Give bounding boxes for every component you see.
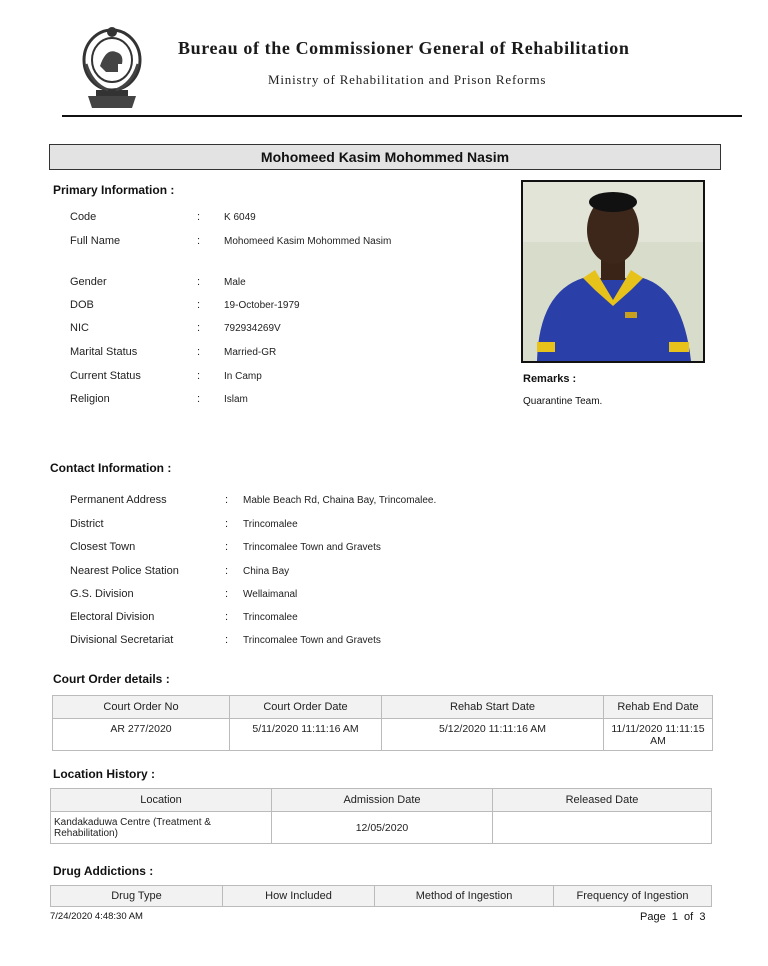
column-header: Court Order No xyxy=(53,696,230,719)
field-label-police-station: Nearest Police Station xyxy=(70,565,179,577)
field-value-police-station: China Bay xyxy=(243,566,290,577)
field-colon: : xyxy=(225,518,229,530)
primary-info-heading: Primary Information : xyxy=(53,183,175,197)
field-colon: : xyxy=(225,611,229,623)
field-value-closest-town: Trincomalee Town and Gravets xyxy=(243,542,381,553)
column-header: Method of Ingestion xyxy=(375,886,554,907)
field-label-permanent-address: Permanent Address xyxy=(70,494,167,506)
field-value-full-name: Mohomeed Kasim Mohommed Nasim xyxy=(224,236,392,247)
field-value-divisional-secretariat: Trincomalee Town and Gravets xyxy=(243,635,381,646)
column-header: Admission Date xyxy=(272,789,493,812)
field-colon: : xyxy=(197,276,201,288)
field-colon: : xyxy=(197,346,201,358)
field-label-religion: Religion xyxy=(70,393,110,405)
column-header: Court Order Date xyxy=(230,696,382,719)
field-label-full-name: Full Name xyxy=(70,235,121,247)
field-colon: : xyxy=(225,541,229,553)
field-colon: : xyxy=(197,370,201,382)
table-cell: AR 277/2020 xyxy=(53,719,230,751)
table-cell: Kandakaduwa Centre (Treatment & Rehabilitation) xyxy=(51,812,272,844)
field-value-gs-division: Wellaimanal xyxy=(243,589,298,600)
table-header-row xyxy=(53,696,713,719)
field-label-marital-status: Marital Status xyxy=(70,346,138,358)
field-label-dob: DOB xyxy=(70,299,94,311)
field-value-current-status: In Camp xyxy=(224,371,262,382)
remarks-value: Quarantine Team. xyxy=(523,396,603,407)
court-order-heading: Court Order details : xyxy=(53,672,170,686)
table-cell xyxy=(493,812,712,844)
field-value-code: K 6049 xyxy=(224,212,256,223)
table-cell: 5/11/2020 11:11:16 AM xyxy=(230,719,382,751)
drug-addictions-table xyxy=(50,885,712,907)
field-colon: : xyxy=(197,299,201,311)
field-label-nic: NIC xyxy=(70,322,89,334)
court-order-table xyxy=(52,695,713,751)
table-cell: 11/11/2020 11:11:15 AM xyxy=(604,719,713,751)
drug-addictions-heading: Drug Addictions : xyxy=(53,864,154,878)
print-timestamp: 7/24/2020 4:48:30 AM xyxy=(50,911,143,922)
field-colon: : xyxy=(225,634,229,646)
column-header: How Included xyxy=(223,886,375,907)
column-header: Drug Type xyxy=(51,886,223,907)
contact-info-heading: Contact Information : xyxy=(50,461,172,475)
remarks-label: Remarks : xyxy=(523,373,577,385)
field-value-district: Trincomalee xyxy=(243,519,298,530)
person-name-banner: Mohomeed Kasim Mohommed Nasim xyxy=(49,144,721,170)
table-header-row xyxy=(51,789,712,812)
column-header: Rehab Start Date xyxy=(382,696,604,719)
field-colon: : xyxy=(225,494,229,506)
location-history-heading: Location History : xyxy=(53,767,156,781)
column-header: Frequency of Ingestion xyxy=(554,886,712,907)
table-cell: 5/12/2020 11:11:16 AM xyxy=(382,719,604,751)
field-value-permanent-address: Mable Beach Rd, Chaina Bay, Trincomalee. xyxy=(243,495,437,506)
field-value-nic: 792934269V xyxy=(224,323,281,334)
field-label-gender: Gender xyxy=(70,276,107,288)
national-emblem-icon xyxy=(78,24,146,112)
table-header-row xyxy=(51,886,712,907)
field-colon: : xyxy=(197,322,201,334)
field-label-gs-division: G.S. Division xyxy=(70,588,134,600)
field-value-electoral-division: Trincomalee xyxy=(243,612,298,623)
column-header: Released Date xyxy=(493,789,712,812)
field-value-religion: Islam xyxy=(224,394,248,405)
field-label-divisional-secretariat: Divisional Secretariat xyxy=(70,634,174,646)
location-history-table xyxy=(50,788,712,844)
field-colon: : xyxy=(197,393,201,405)
page-number: Page 1 of 3 xyxy=(640,911,706,923)
table-row xyxy=(51,812,712,844)
field-label-district: District xyxy=(70,518,104,530)
header-divider xyxy=(62,115,742,117)
field-value-marital-status: Married-GR xyxy=(224,347,277,358)
field-colon: : xyxy=(225,588,229,600)
field-label-current-status: Current Status xyxy=(70,370,141,382)
field-label-code: Code xyxy=(70,211,97,223)
field-colon: : xyxy=(197,235,201,247)
table-row xyxy=(53,719,713,751)
field-colon: : xyxy=(225,565,229,577)
table-cell: 12/05/2020 xyxy=(272,812,493,844)
organization-title: Bureau of the Commissioner General of Rehabilitation xyxy=(178,38,630,58)
field-label-closest-town: Closest Town xyxy=(70,541,136,553)
person-photo xyxy=(521,180,705,363)
field-label-electoral-division: Electoral Division xyxy=(70,611,155,623)
column-header: Rehab End Date xyxy=(604,696,713,719)
field-value-dob: 19-October-1979 xyxy=(224,300,300,311)
field-value-gender: Male xyxy=(224,277,246,288)
column-header: Location xyxy=(51,789,272,812)
ministry-subtitle: Ministry of Rehabilitation and Prison Reforms xyxy=(268,72,547,87)
field-colon: : xyxy=(197,211,201,223)
